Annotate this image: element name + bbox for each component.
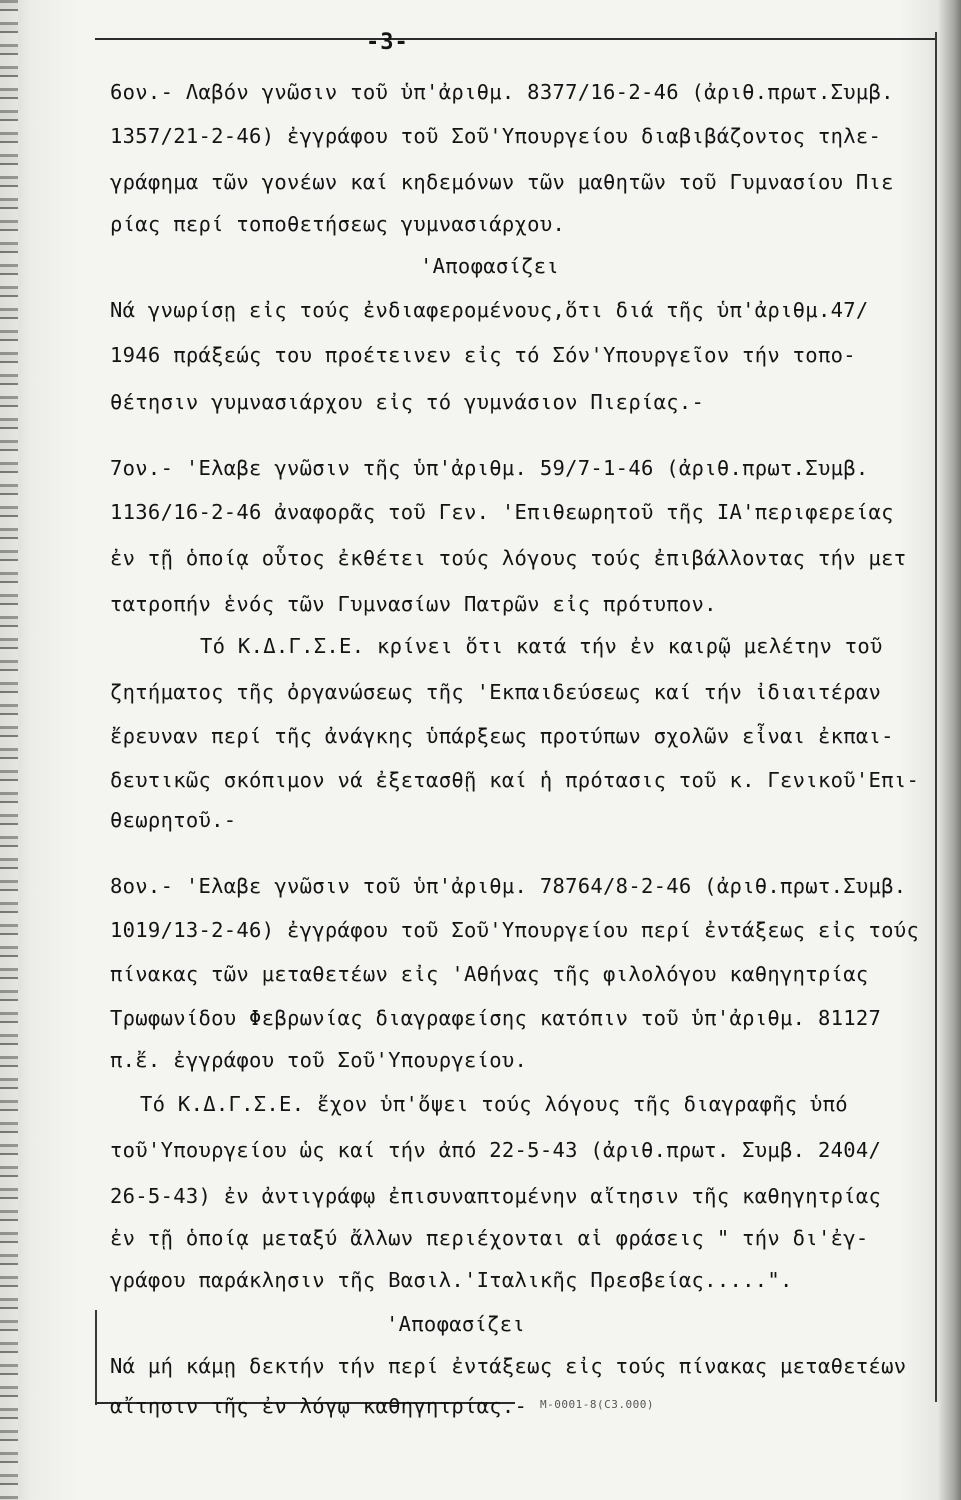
section-heading: 'Αποφασίζει — [386, 1312, 526, 1336]
text-line: Τό Κ.Δ.Γ.Σ.Ε. κρίνει ὅτι κατά τήν ἐν καιρῷ μελέτην τοῦ — [200, 634, 883, 658]
text-line: 1136/16-2-46 ἀναφορᾶς τοῦ Γεν. 'Επιθεωρητοῦ τῆς ΙΑ'περιφερείας — [110, 500, 894, 524]
page-number: -3- — [366, 30, 409, 55]
text-line: 1946 πράξεώς του προέτεινεν εἰς τό Σόν'Υπουργεῖον τήν τοπο- — [110, 343, 856, 367]
text-line: δευτικῶς σκόπιμον νά ἐξετασθῇ καί ἡ πρότασις τοῦ κ. Γενικοῦ'Επι- — [110, 768, 920, 792]
text-line: θεωρητοῦ.- — [110, 808, 237, 832]
text-line: γράφου παράκλησιν τῆς Βασιλ.'Ιταλικῆς Πρεσβείας.....". — [110, 1268, 793, 1292]
text-line: τατροπήν ἑνός τῶν Γυμνασίων Πατρῶν εἰς πρότυπον. — [110, 592, 717, 616]
text-line: Τό Κ.Δ.Γ.Σ.Ε. ἔχον ὑπ'ὄψει τούς λόγους τῆς διαγραφῆς ὑπό — [140, 1092, 848, 1116]
footer-reference: M-0001-8(C3.000) — [540, 1398, 654, 1411]
text-line: ἐν τῇ ὁποίᾳ μεταξύ ἄλλων περιέχονται αἱ φράσεις " τήν δι'ἐγ- — [110, 1226, 869, 1250]
frame-left-rule — [95, 1310, 97, 1405]
frame-right-rule — [935, 32, 937, 1402]
text-line: 26-5-43) ἐν ἀντιγράφῳ ἐπισυναπτομένην αἴτησιν τῆς καθηγητρίας — [110, 1184, 882, 1208]
text-line: 7ον.- 'Ελαβε γνῶσιν τῆς ὑπ'ἀριθμ. 59/7-1-46 (ἀριθ.πρωτ.Συμβ. — [110, 456, 869, 480]
text-line: ρίας περί τοποθετήσεως γυμνασιάρχου. — [110, 212, 566, 236]
text-line: τοῦ'Υπουργείου ὡς καί τήν ἀπό 22-5-43 (ἀριθ.πρωτ. Συμβ. 2404/ — [110, 1138, 882, 1162]
text-line: 8ον.- 'Ελαβε γνῶσιν τοῦ ὑπ'ἀριθμ. 78764/8-2-46 (ἀριθ.πρωτ.Συμβ. — [110, 874, 907, 898]
text-line: πίνακας τῶν μεταθετέων εἰς 'Αθήνας τῆς φιλολόγου καθηγητρίας — [110, 962, 869, 986]
text-line: ἐν τῇ ὁποίᾳ οὗτος ἐκθέτει τούς λόγους τούς ἐπιβάλλοντας τήν μετ — [110, 546, 907, 570]
text-line: ἔρευναν περί τῆς ἀνάγκης ὑπάρξεως προτύπων σχολῶν εἶναι ἐκπαι- — [110, 724, 894, 748]
text-line: γράφημα τῶν γονέων καί κηδεμόνων τῶν μαθητῶν τοῦ Γυμνασίου Πιε — [110, 170, 894, 194]
text-line: π.ἔ. ἐγγράφου τοῦ Σοῦ'Υπουργείου. — [110, 1048, 528, 1072]
text-line: αἴτησιν τῆς ἐν λόγῳ καθηγητρίας.- — [110, 1394, 528, 1418]
scan-left-edge — [0, 0, 18, 1500]
frame-top-rule — [95, 38, 935, 40]
scan-right-edge — [939, 0, 961, 1500]
text-line: 6ον.- Λαβόν γνῶσιν τοῦ ὑπ'ἀριθμ. 8377/16-2-46 (ἀριθ.πρωτ.Συμβ. — [110, 80, 894, 104]
text-line: 1019/13-2-46) ἐγγράφου τοῦ Σοῦ'Υπουργείου περί ἐντάξεως εἰς τούς — [110, 918, 920, 942]
text-line: Τρωφωνίδου Φεβρωνίας διαγραφείσης κατόπιν τοῦ ὑπ'ἀριθμ. 81127 — [110, 1006, 882, 1030]
section-heading: 'Αποφασίζει — [420, 254, 560, 278]
text-line: 1357/21-2-46) ἐγγράφου τοῦ Σοῦ'Υπουργείου διαβιβάζοντος τηλε- — [110, 124, 882, 148]
text-line: θέτησιν γυμνασιάρχου εἰς τό γυμνάσιον Πιερίας.- — [110, 390, 705, 414]
text-line: Νά γνωρίσῃ εἰς τούς ἐνδιαφερομένους,ὅτι διά τῆς ὑπ'ἀριθμ.47/ — [110, 298, 869, 322]
text-line: Νά μή κάμῃ δεκτήν τήν περί ἐντάξεως εἰς τούς πίνακας μεταθετέων — [110, 1354, 907, 1378]
text-line: ζητήματος τῆς ὀργανώσεως τῆς 'Εκπαιδεύσεως καί τήν ἰδιαιτέραν — [110, 680, 882, 704]
